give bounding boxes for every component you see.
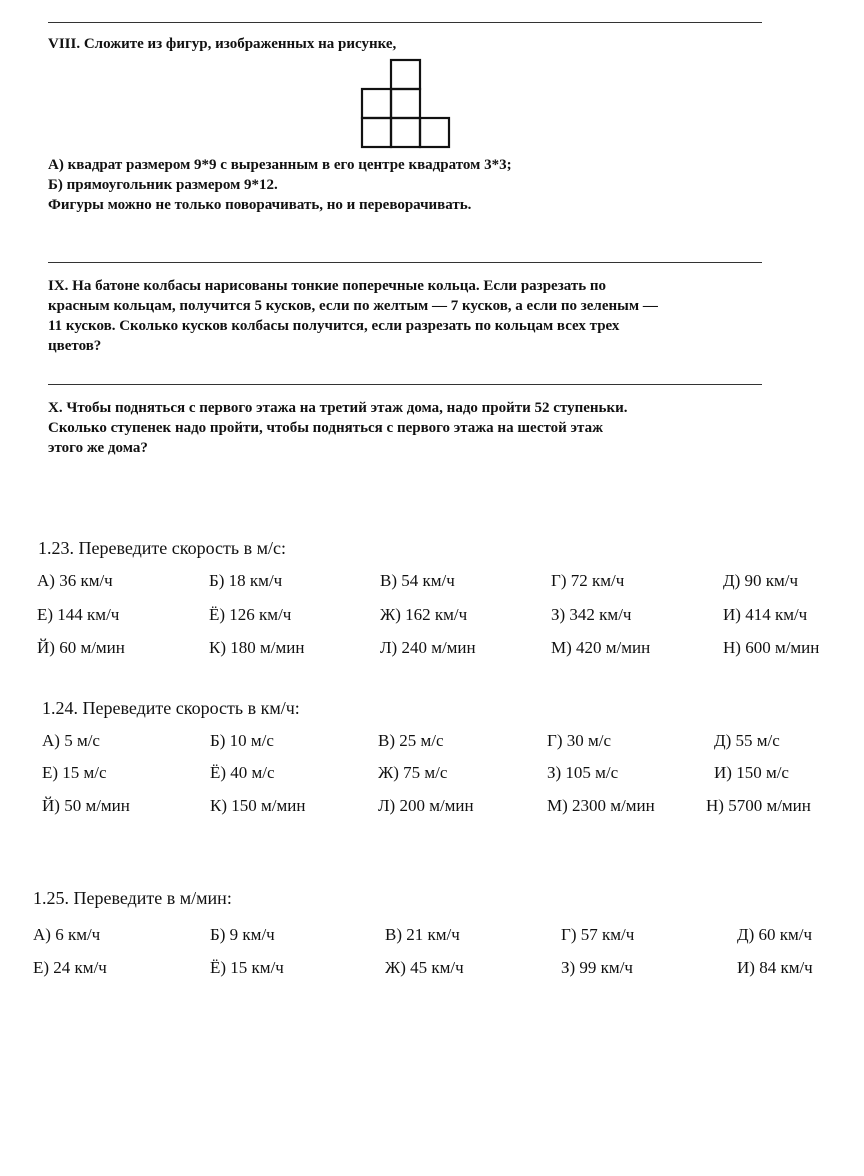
ex-1-24-item: Д) 55 м/с — [714, 731, 780, 750]
ex-1-23-item: И) 414 км/ч — [723, 605, 808, 624]
polyomino-figure — [360, 58, 452, 150]
ex-1-24-item: Б) 10 м/с — [210, 731, 274, 750]
exercise-1-25-title: 1.25. Переведите в м/мин: — [33, 888, 232, 908]
ex-1-24-item: Ё) 40 м/с — [210, 763, 275, 782]
ex-1-24-item: М) 2300 м/мин — [547, 796, 655, 815]
ex-1-23-item: А) 36 км/ч — [37, 571, 113, 590]
ex-1-24-item: Ж) 75 м/с — [378, 763, 448, 782]
problem-9-line-1: IX. На батоне колбасы нарисованы тонкие поперечные кольца. Если разрезать по — [48, 278, 607, 294]
problem-9-line-2: красным кольцам, получится 5 кусков, если по желтым — 7 кусков, а если по зеленым — — [48, 298, 658, 314]
problem-10-line-3: этого же дома? — [48, 440, 148, 456]
exercise-1-24-title: 1.24. Переведите скорость в км/ч: — [42, 698, 300, 718]
ex-1-25-item: Г) 57 км/ч — [561, 925, 635, 944]
problem-8-title: VIII. Сложите из фигур, изображенных на рисунке, — [48, 36, 397, 52]
ex-1-24-item: Н) 5700 м/мин — [706, 796, 811, 815]
ex-1-25-item: И) 84 км/ч — [737, 958, 813, 977]
ex-1-23-item: Б) 18 км/ч — [209, 571, 283, 590]
ex-1-23-item: Ж) 162 км/ч — [380, 605, 468, 624]
problem-9-line-3: 11 кусков. Сколько кусков колбасы получится, если разрезать по кольцам всех трех — [48, 318, 620, 334]
ex-1-25-item: З) 99 км/ч — [561, 958, 633, 977]
separator-line — [48, 384, 762, 385]
ex-1-23-item: М) 420 м/мин — [551, 638, 651, 657]
ex-1-23-item: Е) 144 км/ч — [37, 605, 120, 624]
ex-1-23-item: Ё) 126 км/ч — [209, 605, 292, 624]
ex-1-25-item: А) 6 км/ч — [33, 925, 101, 944]
ex-1-25-item: Ж) 45 км/ч — [385, 958, 464, 977]
ex-1-25-item: Ё) 15 км/ч — [210, 958, 284, 977]
ex-1-25-item: Е) 24 км/ч — [33, 958, 107, 977]
ex-1-24-item: Л) 200 м/мин — [378, 796, 474, 815]
ex-1-24-item: И) 150 м/с — [714, 763, 789, 782]
problem-10-line-1: X. Чтобы подняться с первого этажа на третий этаж дома, надо пройти 52 ступеньки. — [48, 400, 628, 416]
problem-10-line-2: Сколько ступенек надо пройти, чтобы подняться с первого этажа на шестой этаж — [48, 420, 603, 436]
exercise-1-23-title: 1.23. Переведите скорость в м/с: — [38, 538, 286, 558]
problem-8-part-b: Б) прямоугольник размером 9*12. — [48, 177, 278, 193]
separator-line — [48, 262, 762, 263]
ex-1-23-item: Н) 600 м/мин — [723, 638, 820, 657]
ex-1-23-item: З) 342 км/ч — [551, 605, 632, 624]
ex-1-25-item: В) 21 км/ч — [385, 925, 460, 944]
ex-1-24-item: Й) 50 м/мин — [42, 796, 130, 815]
ex-1-23-item: Й) 60 м/мин — [37, 638, 125, 657]
ex-1-24-item: А) 5 м/с — [42, 731, 100, 750]
ex-1-24-item: К) 150 м/мин — [210, 796, 306, 815]
ex-1-24-item: Г) 30 м/с — [547, 731, 612, 750]
problem-9-line-4: цветов? — [48, 338, 102, 354]
problem-8-note: Фигуры можно не только поворачивать, но и переворачивать. — [48, 197, 472, 213]
ex-1-24-item: В) 25 м/с — [378, 731, 444, 750]
ex-1-23-item: Д) 90 км/ч — [723, 571, 799, 590]
separator-line — [48, 22, 762, 23]
ex-1-23-item: Г) 72 км/ч — [551, 571, 625, 590]
problem-8-part-a: А) квадрат размером 9*9 с вырезанным в его центре квадратом 3*3; — [48, 157, 512, 173]
ex-1-25-item: Б) 9 км/ч — [210, 925, 275, 944]
ex-1-24-item: Е) 15 м/с — [42, 763, 107, 782]
ex-1-23-item: Л) 240 м/мин — [380, 638, 476, 657]
ex-1-25-item: Д) 60 км/ч — [737, 925, 813, 944]
ex-1-24-item: З) 105 м/с — [547, 763, 619, 782]
ex-1-23-item: В) 54 км/ч — [380, 571, 455, 590]
ex-1-23-item: К) 180 м/мин — [209, 638, 305, 657]
